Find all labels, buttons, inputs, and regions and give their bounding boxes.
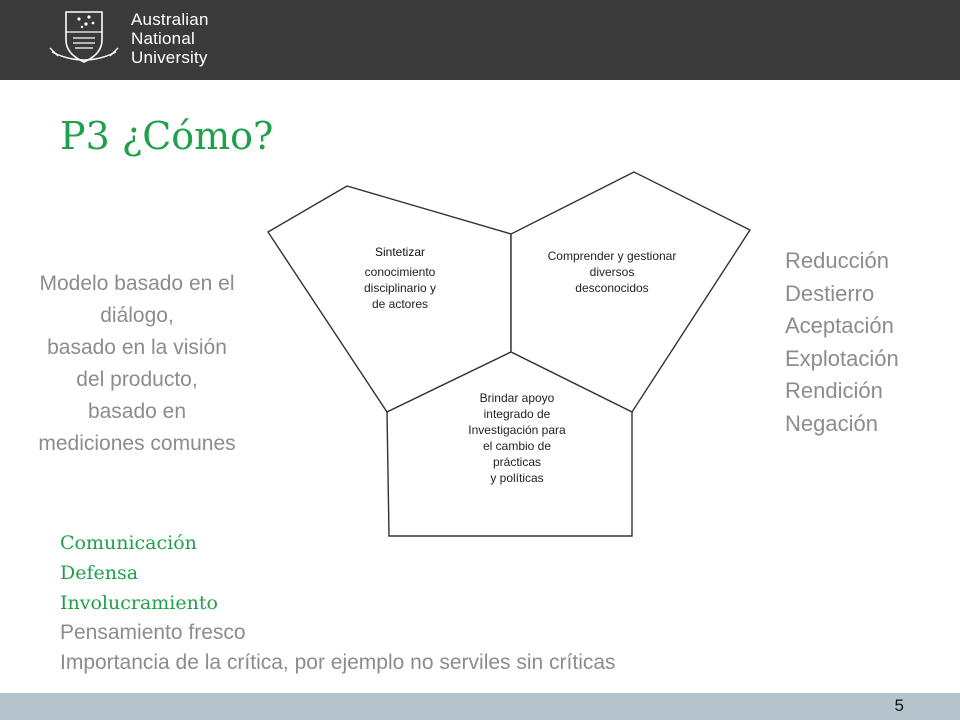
- left-text-line: basado en la visión: [47, 336, 227, 359]
- university-name-line-1: Australian: [131, 10, 209, 29]
- bottom-list-grey-item: Importancia de la crítica, por ejemplo no serviles sin críticas: [60, 651, 616, 674]
- pentagon-left-text: [335, 244, 465, 312]
- left-text-line: basado en: [87, 400, 187, 423]
- right-list-item: Rendición: [785, 378, 883, 403]
- left-text-block: [6, 268, 268, 460]
- right-list-item: Explotación: [785, 345, 899, 371]
- pentagon-left-line: de actores: [371, 297, 429, 311]
- left-text-line: diálogo,: [100, 304, 174, 327]
- pentagon-bottom-line: Investigación para: [468, 423, 566, 437]
- pentagon-right-text: [532, 248, 692, 296]
- diagram-shapes: [262, 166, 762, 546]
- right-list-item: Aceptación: [785, 313, 894, 338]
- pentagon-bottom-line: y políticas: [490, 471, 544, 485]
- pentagon-left-line: disciplinario y: [363, 281, 437, 295]
- pentagon-right-line: Comprender y gestionar: [547, 249, 677, 263]
- pentagon-bottom-line: el cambio de: [482, 439, 552, 453]
- three-pentagon-diagram: [262, 166, 762, 546]
- header-bar: [0, 0, 960, 80]
- bottom-list-green-item: Comunicación: [60, 532, 197, 554]
- university-name-line-2: National: [131, 29, 195, 48]
- left-text-line: del producto,: [76, 368, 198, 391]
- left-text-line: mediciones comunes: [38, 432, 236, 455]
- university-name-line-3: University: [131, 48, 208, 67]
- university-name: [131, 10, 209, 67]
- bottom-list-grey-item: Pensamiento fresco: [60, 621, 246, 644]
- pentagon-bottom-line: Brindar apoyo: [479, 391, 555, 405]
- right-list: [785, 245, 899, 440]
- pentagon-bottom-text: [437, 390, 597, 486]
- bottom-list-green-item: Defensa: [60, 562, 139, 584]
- bottom-list-green-item: Involucramiento: [60, 592, 218, 614]
- bottom-list: [60, 528, 616, 678]
- pentagon-bottom-line: prácticas: [492, 455, 542, 469]
- left-text-line: Modelo basado en el: [39, 272, 235, 295]
- page-number: 5: [894, 696, 904, 715]
- pentagon-left-line: conocimiento: [364, 265, 436, 279]
- right-list-item: Reducción: [785, 248, 889, 273]
- pentagon-left-heading: Sintetizar: [374, 245, 426, 259]
- pentagon-bottom-line: integrado de: [483, 407, 551, 421]
- right-list-item: Negación: [785, 410, 878, 436]
- pentagon-right-line: diversos: [589, 265, 635, 279]
- right-list-item: Destierro: [785, 280, 875, 306]
- pentagon-right-line: desconocidos: [575, 281, 649, 295]
- slide-title: P3 ¿Cómo?: [60, 114, 274, 158]
- anu-crest-icon: [46, 6, 122, 68]
- footer-bar: [0, 693, 960, 720]
